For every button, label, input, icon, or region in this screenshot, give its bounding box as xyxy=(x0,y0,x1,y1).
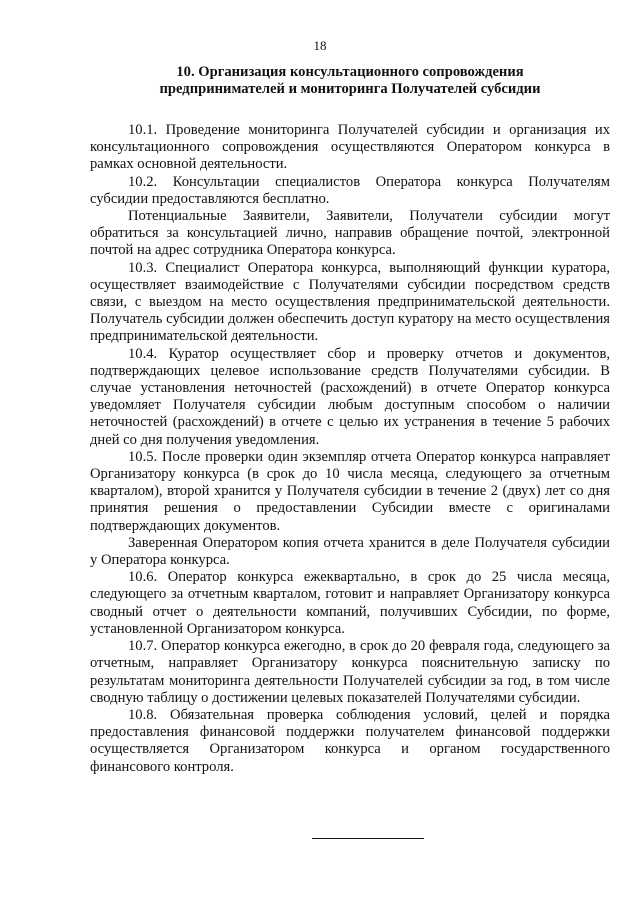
paragraph-10-1: 10.1. Проведение мониторинга Получателей субсидии и организация их консультационного сопровождения осуществляются Оператором конкурса в рамках основной деятельности. xyxy=(90,122,610,173)
paragraph-10-6: 10.6. Оператор конкурса ежеквартально, в срок до 25 числа месяца, следующего за отчетным кварталом, готовит и направляет Организатору конкурса сводный отчет о деятельности компаний, получивших Субсидии, по форме, установленной Организатором конкурса. xyxy=(90,569,610,637)
section-body xyxy=(90,122,610,776)
section-heading-line-1: 10. Организация консультационного сопровождения xyxy=(176,64,524,80)
paragraph-10-7: 10.7. Оператор конкурса ежегодно, в срок до 20 февраля года, следующего за отчетным, направляет Организатору конкурса пояснительную записку по результатам мониторинга деятельности Получателей субсидии за год, в том числе сводную таблицу о достижении целевых показателей Получателями субсидии. xyxy=(90,638,610,706)
paragraph-10-4: 10.4. Куратор осуществляет сбор и проверку отчетов и документов, подтверждающих целевое использование средств Получателями субсидии. В случае установления неточностей (расхождений) в отчете Оператор конкурса уведомляет Получателя субсидии любым доступным способом о наличии неточностей (расхождений) в отчете с целью их устранения в течение 5 рабочих дней со дня получения уведомления. xyxy=(90,345,610,448)
paragraph-10-2: 10.2. Консультации специалистов Оператора конкурса Получателям субсидии предоставляются бесплатно. xyxy=(90,173,610,207)
section-heading xyxy=(90,64,610,98)
page-number: 18 xyxy=(313,38,327,53)
paragraph-10-8: 10.8. Обязательная проверка соблюдения условий, целей и порядка предоставления финансовой поддержки получателем финансовой поддержки осуществляется Организатором конкурса и органом государственного финансового контроля. xyxy=(90,706,610,775)
paragraph-10-5: 10.5. После проверки один экземпляр отчета Оператор конкурса направляет Организатору конкурса (в срок до 10 числа месяца, следующего за отчетным кварталом), второй хранится у Получателя субсидии в течение 2 (двух) лет со дня принятия решения о предоставлении Субсидии вместе с оригиналами подтверждающих документов. xyxy=(90,448,610,534)
paragraph-10-3: 10.3. Специалист Оператора конкурса, выполняющий функции куратора, осуществляет взаимодействие с Получателями субсидии посредством средств связи, с выездом на место осуществления предпринимательской деятельности. Получатель субсидии должен обеспечить доступ куратору на место осуществления предпринимательской деятельности. xyxy=(90,259,610,345)
paragraph-consultation-ways: Потенциальные Заявители, Заявители, Получатели субсидии могут обратиться за консультацией лично, направив обращение почтой, электронной почтой на адрес сотрудника Оператора конкурса. xyxy=(90,208,610,259)
section-heading-line-2: предпринимателей и мониторинга Получателей субсидии xyxy=(159,81,541,97)
end-of-section-rule xyxy=(312,838,424,839)
paragraph-report-copy: Заверенная Оператором копия отчета хранится в деле Получателя субсидии у Оператора конкурса. xyxy=(90,534,610,569)
